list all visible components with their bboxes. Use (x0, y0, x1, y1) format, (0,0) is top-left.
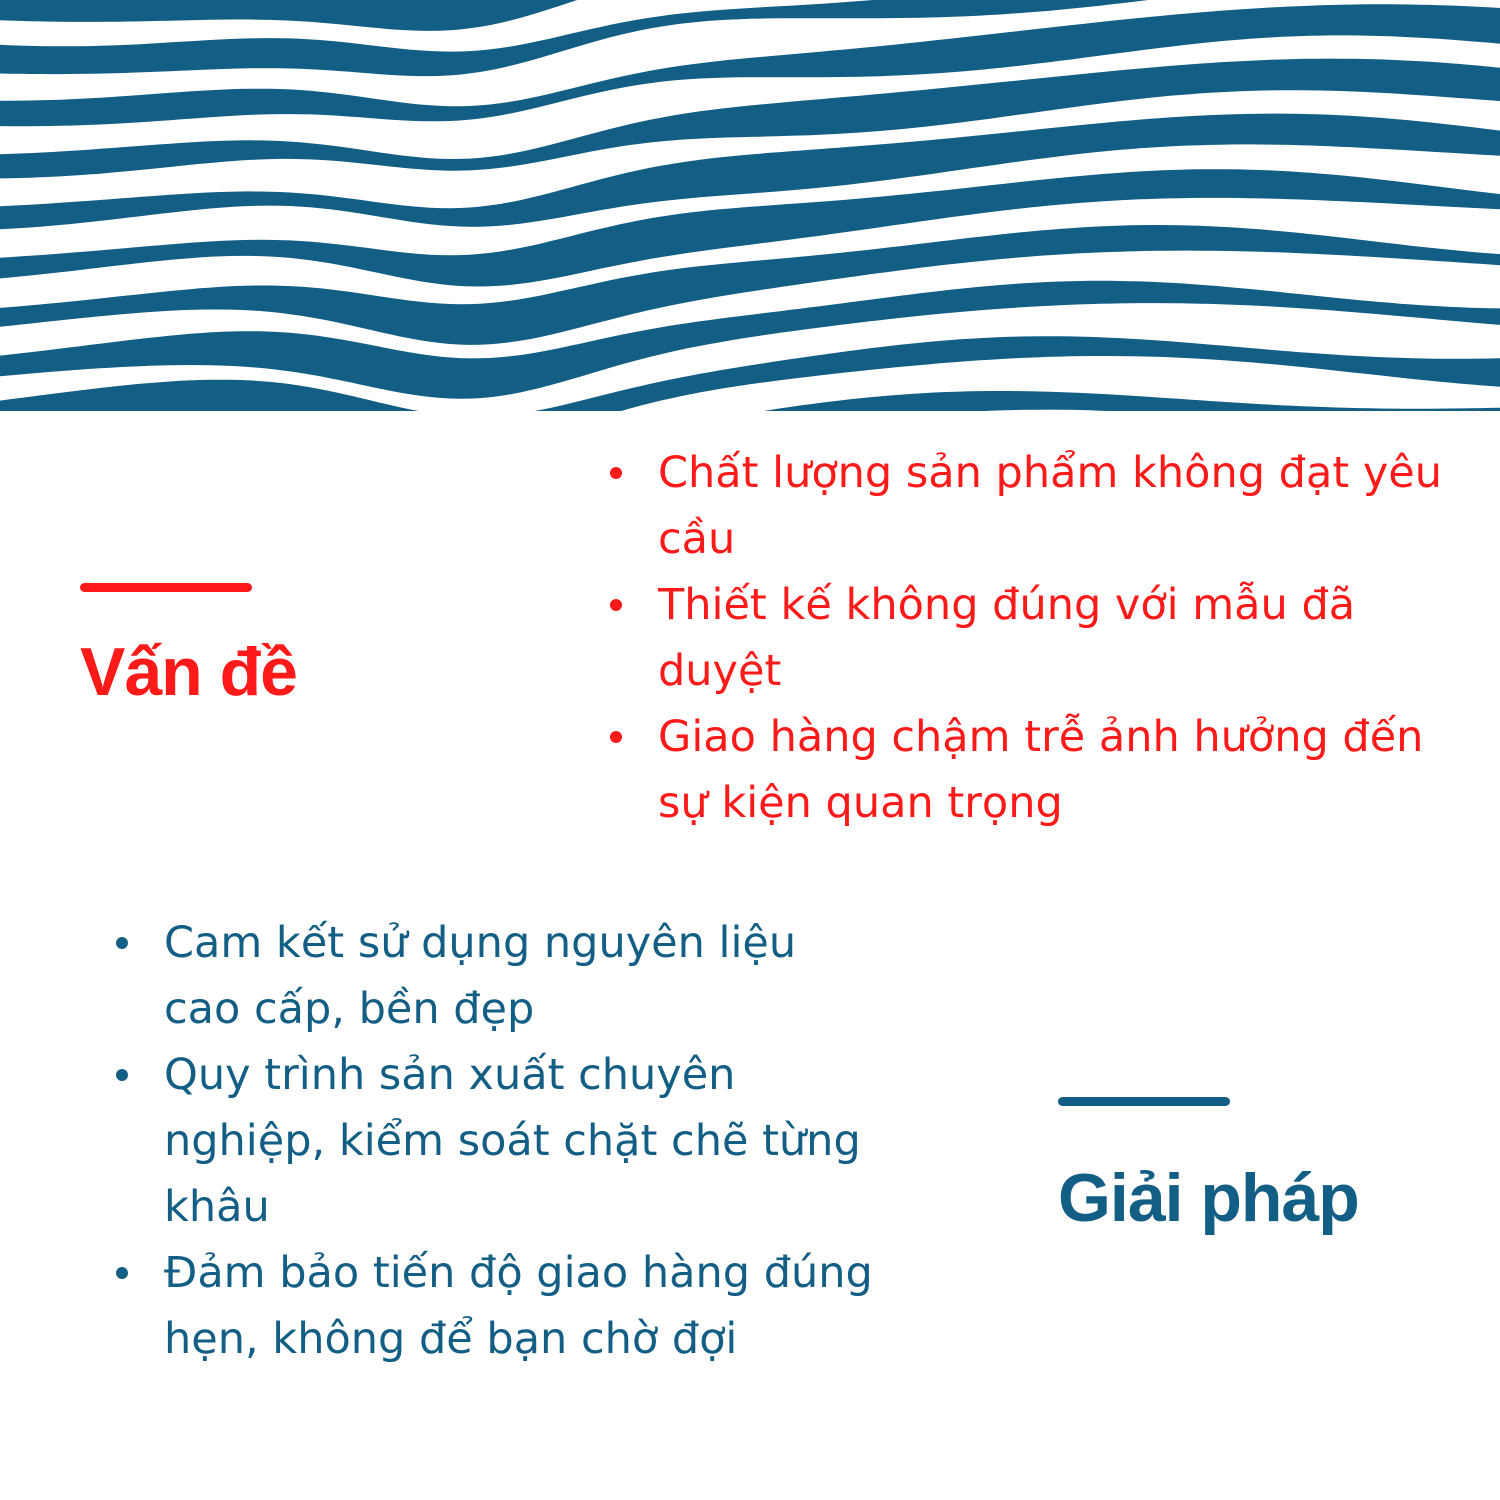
problem-item (600, 572, 1480, 704)
bullet-dot-icon (610, 731, 622, 743)
problem-item-text: Giao hàng chậm trễ ảnh hưởng đến sự kiện quan trọng (658, 712, 1424, 828)
problem-item (600, 704, 1480, 836)
solution-accent-line (1058, 1097, 1230, 1106)
problem-item-text: Chất lượng sản phẩm không đạt yêu cầu (658, 448, 1443, 564)
solution-item-text: Quy trình sản xuất chuyên nghiệp, kiểm soát chặt chẽ từng khâu (164, 1050, 861, 1232)
solution-item (106, 1240, 876, 1372)
bullet-dot-icon (116, 1267, 128, 1279)
solution-item (106, 1042, 876, 1240)
problem-item (600, 440, 1480, 572)
bullet-dot-icon (610, 599, 622, 611)
problem-item-text: Thiết kế không đúng với mẫu đã duyệt (658, 580, 1356, 696)
bullet-dot-icon (610, 467, 622, 479)
solution-title: Giải pháp (1058, 1160, 1359, 1236)
wave-stripes-graphic (0, 0, 1500, 411)
problem-list (600, 440, 1480, 836)
solution-list (106, 910, 876, 1372)
solution-item-text: Cam kết sử dụng nguyên liệu cao cấp, bền đẹp (164, 918, 797, 1034)
solution-item-text: Đảm bảo tiến độ giao hàng đúng hẹn, không để bạn chờ đợi (164, 1248, 873, 1364)
problem-title: Vấn đề (80, 634, 297, 710)
wave-stripes-banner (0, 0, 1500, 411)
bullet-dot-icon (116, 1069, 128, 1081)
solution-item (106, 910, 876, 1042)
bullet-dot-icon (116, 937, 128, 949)
problem-accent-line (80, 583, 252, 592)
